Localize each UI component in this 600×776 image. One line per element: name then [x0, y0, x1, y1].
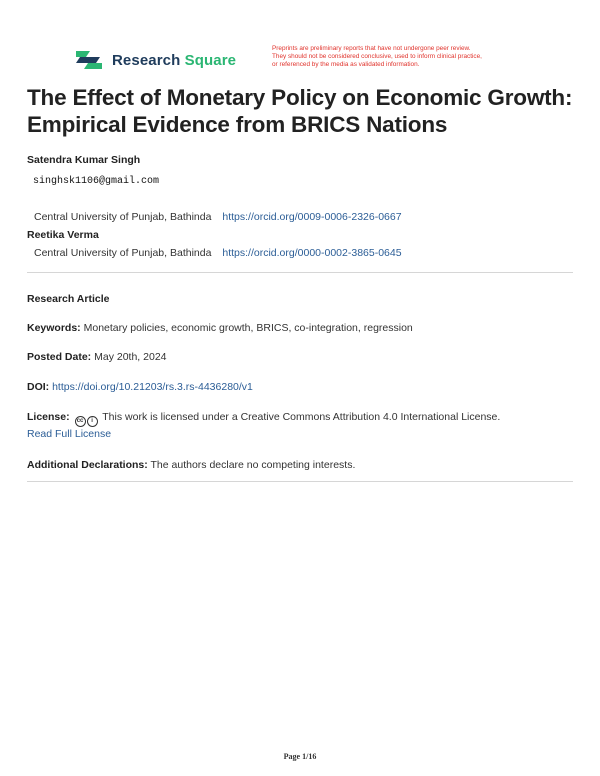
- license-row: [27, 410, 573, 442]
- read-full-license-link[interactable]: Read Full License: [27, 428, 112, 440]
- doi-row: [27, 380, 573, 395]
- author-name: Satendra Kumar Singh: [27, 154, 141, 166]
- declarations-row: [27, 458, 573, 473]
- affiliation-text: Central University of Punjab, Bathinda: [34, 211, 212, 223]
- page-number: Page 1/16: [283, 752, 317, 761]
- affiliation-text: Central University of Punjab, Bathinda: [34, 247, 212, 259]
- divider: [27, 481, 573, 482]
- research-square-logo-icon: [74, 49, 104, 71]
- author-affiliation: [34, 247, 402, 259]
- by-icon: i: [87, 416, 98, 427]
- doi-label: DOI:: [27, 381, 50, 393]
- orcid-link[interactable]: https://orcid.org/0009-0006-2326-0667: [222, 211, 402, 223]
- orcid-link[interactable]: https://orcid.org/0000-0002-3865-0645: [222, 247, 402, 259]
- license-label: License:: [27, 411, 70, 423]
- keywords-label: Keywords:: [27, 322, 81, 334]
- logo-word-square: Square: [184, 51, 237, 69]
- divider: [27, 272, 573, 273]
- declarations-value: The authors declare no competing interests.: [150, 459, 356, 471]
- posted-date-label: Posted Date:: [27, 351, 92, 363]
- author-email[interactable]: singhsk1106@gmail.com: [33, 176, 160, 187]
- author-affiliation: [34, 211, 402, 223]
- declarations-label: Additional Declarations:: [27, 459, 148, 471]
- paper-title: The Effect of Monetary Policy on Economic Growth: Empirical Evidence from BRICS Nations: [27, 85, 573, 137]
- author-name: Reetika Verma: [27, 229, 99, 241]
- keywords-row: [27, 321, 573, 336]
- logo-word-research: Research: [112, 51, 181, 69]
- keywords-value: Monetary policies, economic growth, BRICS, co-integration, regression: [83, 322, 413, 334]
- doi-link[interactable]: https://doi.org/10.21203/rs.3.rs-4436280/v1: [52, 381, 253, 393]
- article-type-label: Research Article: [27, 293, 110, 305]
- license-text: This work is licensed under a Creative Commons Attribution 4.0 International License.: [102, 411, 501, 423]
- logo-wordmark: [112, 52, 236, 69]
- cc-icon: cc: [75, 416, 86, 427]
- license-icons: [75, 416, 98, 427]
- article-type: [27, 292, 573, 307]
- preprint-disclaimer: Preprints are preliminary reports that have not undergone peer review. They should not be considered conclusive, used to inform clinical practice, or referenced by the media as validated information.: [272, 45, 482, 68]
- posted-date-value: May 20th, 2024: [94, 351, 167, 363]
- research-square-logo[interactable]: [74, 48, 236, 72]
- posted-date-row: [27, 350, 573, 365]
